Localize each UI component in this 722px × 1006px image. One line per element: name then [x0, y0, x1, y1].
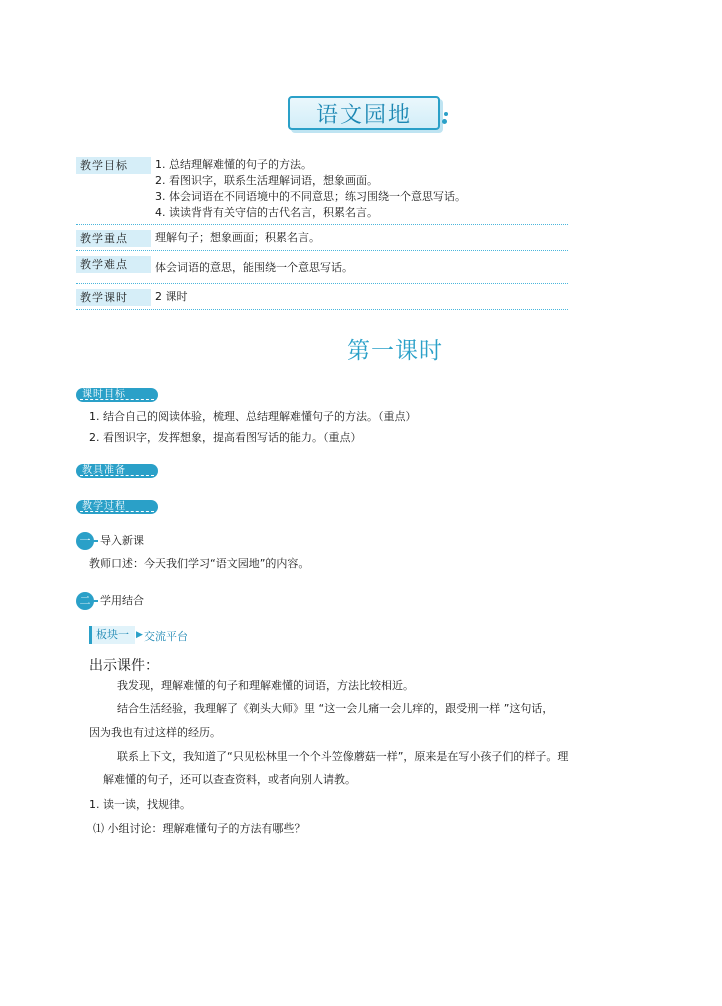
goal-item: 1. 总结理解难懂的句子的方法。 — [155, 158, 312, 171]
section-text: 教师口述：今天我们学习“语文园地”的内容。 — [89, 557, 310, 570]
difficulty-content: 体会词语的意思，能围绕一个意思写话。 — [155, 261, 353, 274]
dots-ornament-icon — [444, 112, 456, 128]
key-content: 理解句子；想象画面；积累名言。 — [155, 231, 320, 244]
page-title: 语文园地 — [315, 102, 412, 128]
slide-line: 结合生活经验，我理解了《剃头大师》里 “这一会儿痛一会儿痒的，跟受刑一样 ”这句话， — [117, 702, 554, 715]
difficulty-row — [76, 256, 568, 284]
process-pill: 教学过程 — [76, 500, 158, 514]
hours-content: 2 课时 — [155, 290, 188, 303]
goal-item: 4. 读读背背有关守信的古代名言，积累名言。 — [155, 206, 378, 219]
triangle-right-icon: ▶ — [136, 630, 143, 640]
title-box — [288, 96, 440, 130]
section-heading: 学用结合 — [100, 594, 144, 607]
show-slide-label: 出示课件： — [89, 658, 159, 674]
goal-item: 3. 体会词语在不同语境中的不同意思；练习围绕一个意思写话。 — [155, 190, 466, 203]
slide-line: 我发现，理解难懂的句子和理解难懂的词语，方法比较相近。 — [117, 679, 414, 692]
teaching-info-table — [76, 157, 568, 310]
lesson-title: 第一课时 — [347, 338, 443, 364]
section-heading: 导入新课 — [100, 534, 144, 547]
section-title-banner — [288, 96, 448, 132]
section-number-badge: 一 — [76, 532, 94, 550]
difficulty-label: 教学难点 — [76, 256, 151, 273]
hours-label: 教学课时 — [76, 289, 151, 306]
goals-list — [151, 157, 466, 221]
slide-line: 因为我也有过这样的经历。 — [89, 726, 221, 739]
goal-item: 2. 看图识字，联系生活理解词语，想象画面。 — [155, 174, 378, 187]
section-number-badge: 二 — [76, 592, 94, 610]
task-subitem: ⑴ 小组讨论：理解难懂句子的方法有哪些？ — [93, 822, 306, 835]
key-label: 教学重点 — [76, 230, 151, 247]
objectives-pill: 课时目标 — [76, 388, 158, 402]
block-tag: 板块一 — [89, 626, 135, 644]
key-row — [76, 230, 568, 251]
slide-line: 解难懂的句子，还可以查查资料，或者向别人请教。 — [103, 773, 356, 786]
objective-item: 1. 结合自己的阅读体验，梳理、总结理解难懂句子的方法。（重点） — [89, 410, 417, 423]
objective-item: 2. 看图识字，发挥想象，提高看图写话的能力。（重点） — [89, 431, 362, 444]
slide-line: 联系上下文，我知道了“只见松林里一个个斗笠像蘑菇一样”，原来是在写小孩子们的样子。理 — [117, 750, 569, 763]
hours-row — [76, 289, 568, 310]
goals-label: 教学目标 — [76, 157, 151, 174]
block-name: 交流平台 — [144, 630, 188, 643]
prep-pill: 教具准备 — [76, 464, 158, 478]
task-item: 1. 读一读，找规律。 — [89, 798, 191, 811]
goals-row — [76, 157, 568, 225]
